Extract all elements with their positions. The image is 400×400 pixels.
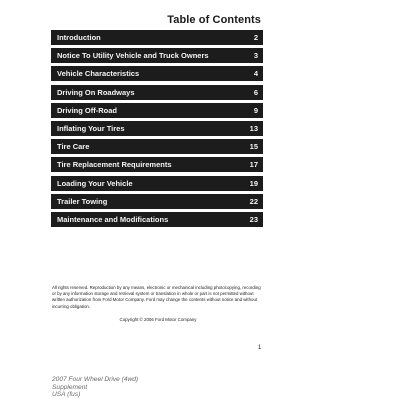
toc-item-page: 9 [253,105,258,115]
toc-item-label: Tire Replacement Requirements [57,160,172,170]
toc-item-page: 17 [249,160,258,170]
document-footer [52,376,212,399]
toc-item-page: 3 [253,51,258,61]
toc-item-tire-replacement[interactable] [51,157,263,172]
toc-item-maintenance[interactable] [51,212,263,227]
toc-item-page: 13 [249,123,258,133]
toc-item-label: Introduction [57,33,101,42]
toc-item-trailer-towing[interactable] [51,194,263,209]
toc-item-label: Loading Your Vehicle [57,178,133,188]
copyright-notice: Copyright © 2006 Ford Motor Company [119,317,197,322]
toc-item-inflating-tires[interactable] [51,121,263,136]
page-number: 1 [258,345,262,351]
footer-line-3: USA (fus) [52,391,81,398]
footer-line-2: Supplement [52,383,88,391]
toc-item-loading-vehicle[interactable] [51,176,263,191]
toc-item-label: Driving On Roadways [57,87,135,97]
toc-item-page: 22 [249,196,258,206]
toc-item-page: 19 [249,178,258,188]
toc-item-introduction[interactable] [51,30,263,45]
footer-line-1: 2007 Four Wheel Drive (4wd) [52,376,139,383]
toc-item-page: 15 [249,142,258,152]
toc-item-label: Notice To Utility Vehicle and Truck Owners [57,51,209,61]
toc-item-label: Maintenance and Modifications [57,214,169,224]
toc-title: Table of Contents [167,14,261,26]
toc-item-driving-off-road[interactable] [51,103,263,118]
toc-item-page: 2 [253,33,258,42]
toc-item-vehicle-characteristics[interactable] [51,66,263,81]
toc-item-tire-care[interactable] [51,139,263,154]
toc-item-driving-on-roadways[interactable] [51,85,263,100]
toc-list [51,30,263,230]
toc-item-label: Tire Care [57,142,90,152]
toc-item-label: Driving Off-Road [57,105,117,115]
toc-item-label: Vehicle Characteristics [57,69,140,79]
toc-item-page: 6 [253,87,258,97]
toc-item-label: Inflating Your Tires [57,123,125,133]
toc-item-page: 4 [253,69,258,79]
toc-item-notice[interactable] [51,48,263,63]
legal-notice: All rights reserved. Reproduction by any means, electronic or mechanical including photocopying, recording or by any information storage and retrieval system or translation in whole or part is not permitted without written authorization from Ford Motor Company. Ford may change the contents without notice and without incurring obligation. [52,285,261,309]
toc-header [51,10,263,31]
toc-item-label: Trailer Towing [57,196,108,206]
toc-item-page: 23 [249,214,258,224]
